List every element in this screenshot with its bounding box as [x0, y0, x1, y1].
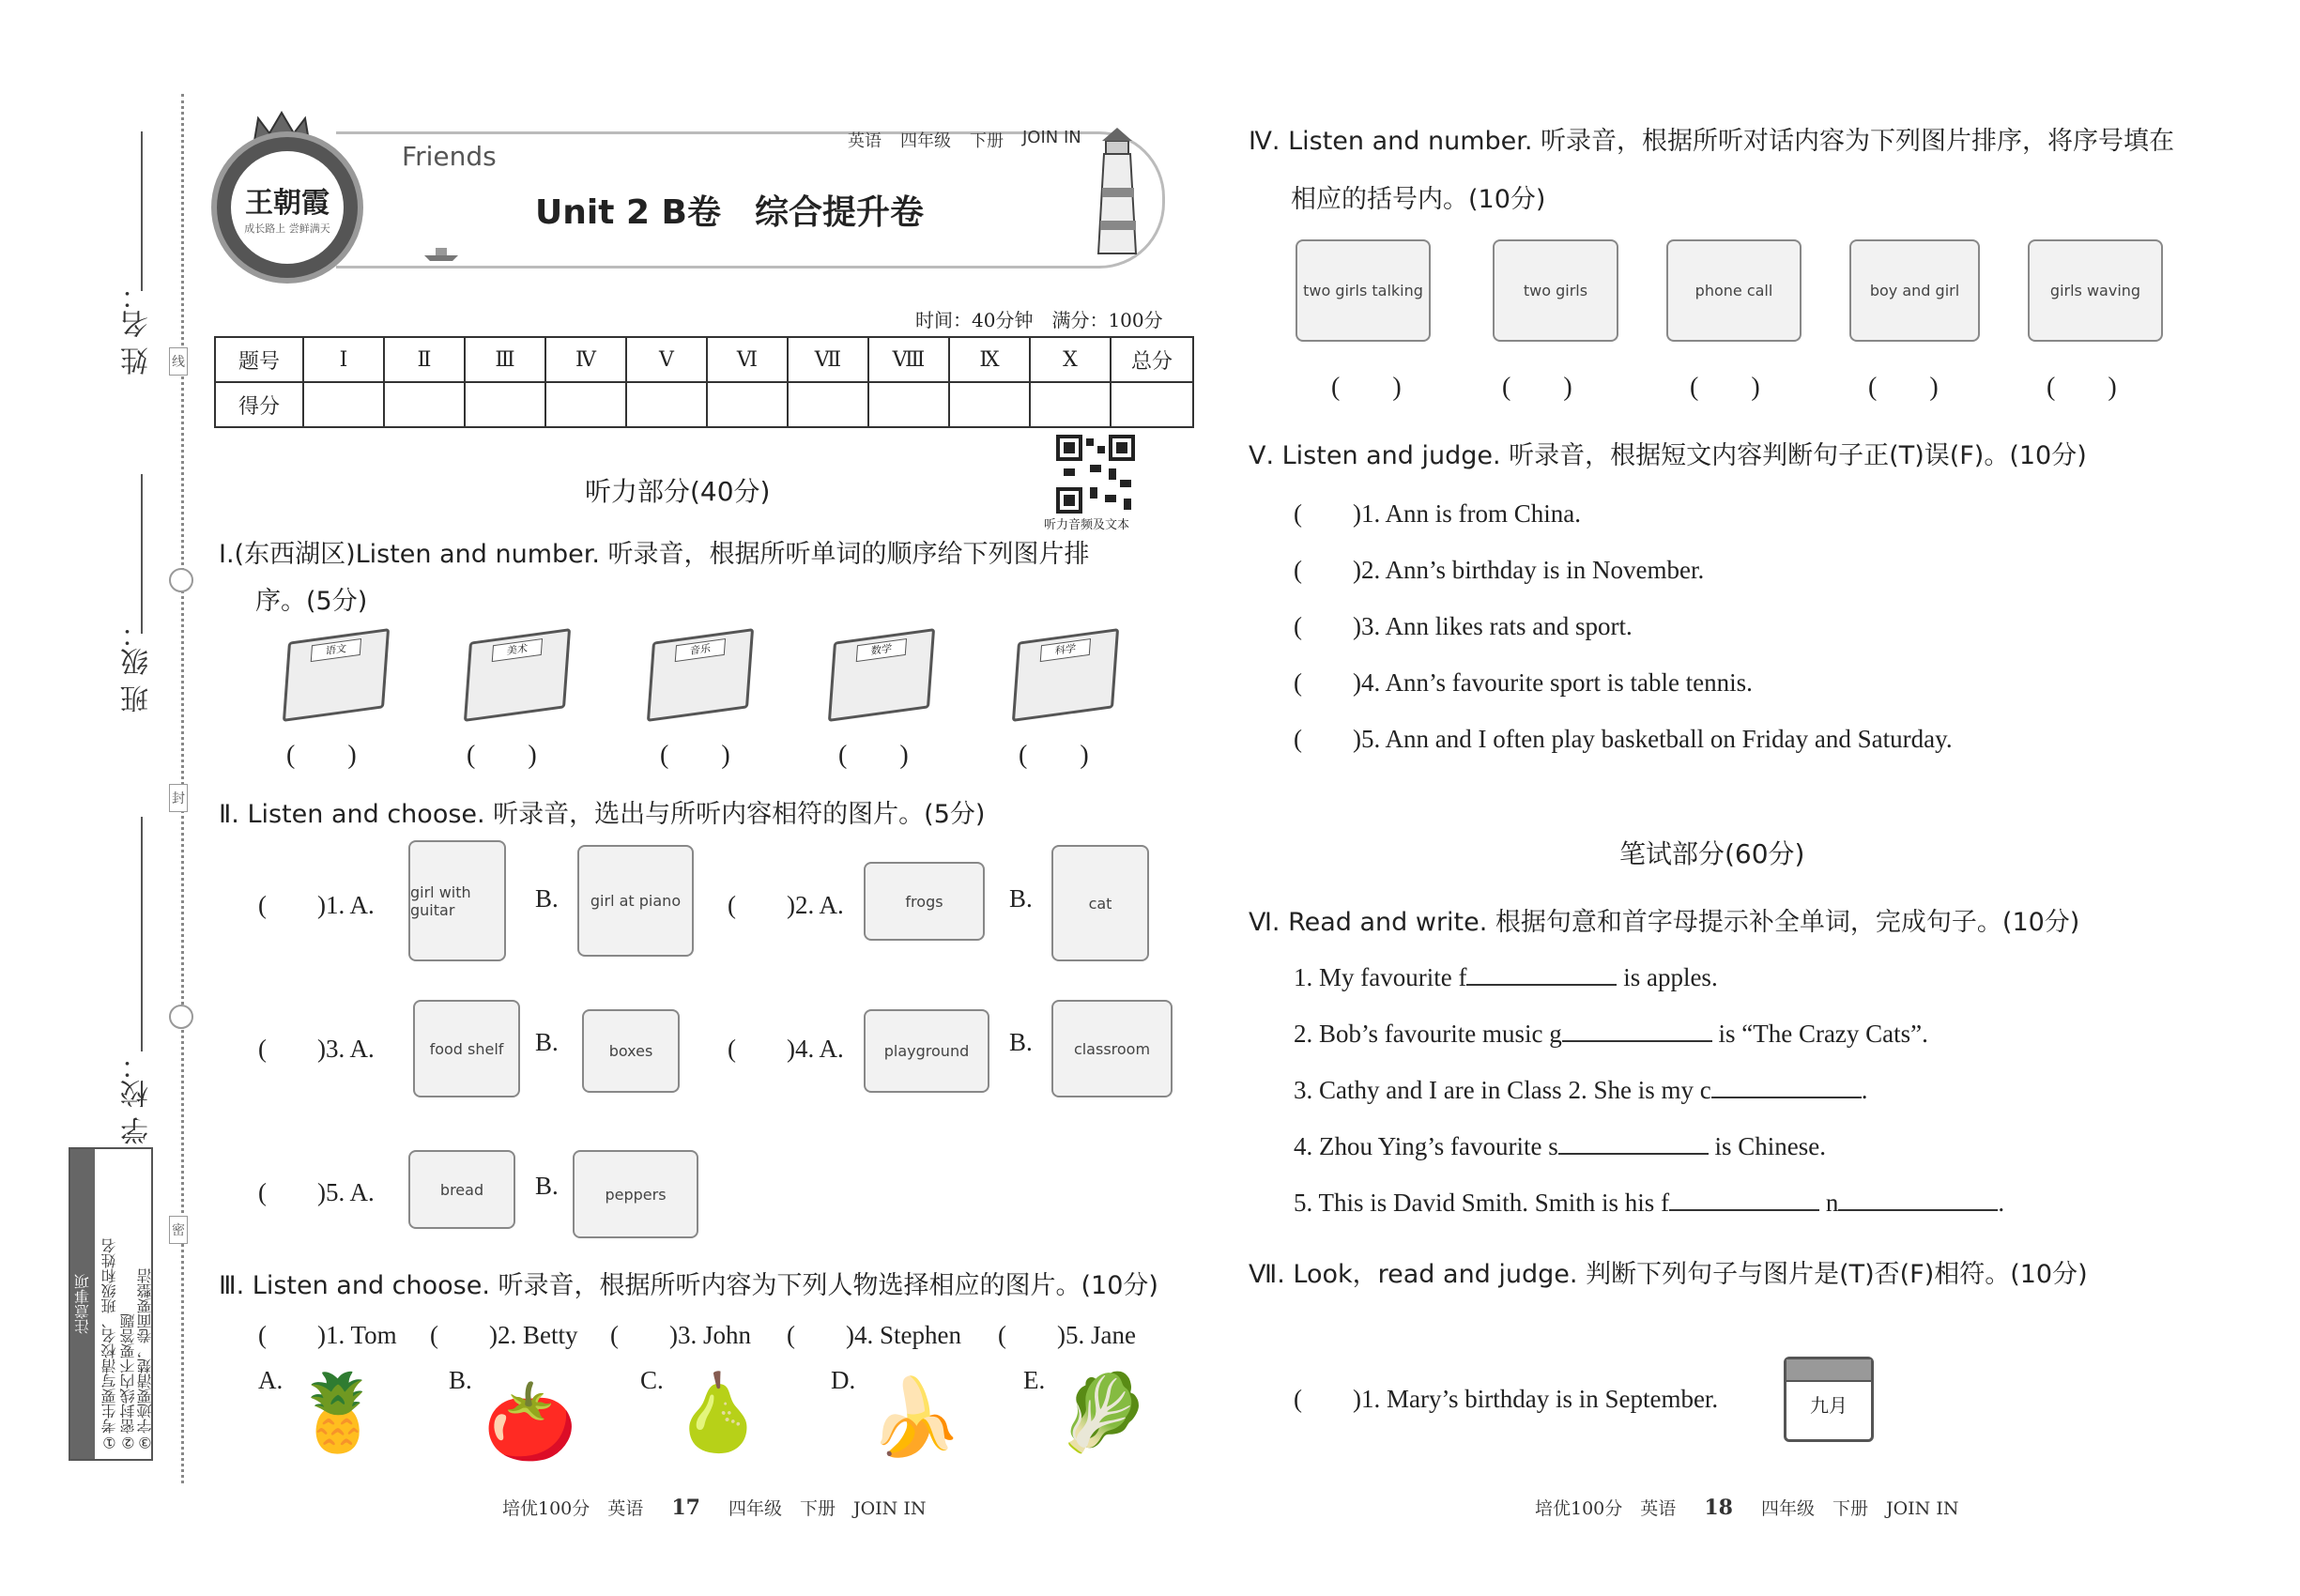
q6-item-text: is apples. [1617, 963, 1718, 991]
book-picture [464, 628, 571, 722]
footer-brand: 培优100分 英语 [1535, 1498, 1677, 1519]
picture-girl-piano: girl at piano [577, 845, 694, 957]
page-number: 17 [671, 1496, 700, 1520]
q5-item[interactable]: ( )3. Ann likes rats and sport. [1294, 612, 1633, 640]
qr-code-icon[interactable] [1056, 435, 1135, 514]
bananas-icon: 🍌 [868, 1373, 962, 1461]
q2-option-b: B. [535, 1028, 559, 1056]
q3-person-2[interactable]: ( )2. Betty [430, 1321, 578, 1349]
header-friends: Friends [402, 141, 497, 172]
notes-title: 注意事项 [70, 1149, 95, 1459]
q5-item[interactable]: ( )2. Ann’s birthday is in November. [1294, 556, 1705, 584]
book-label: 美术 [492, 638, 543, 662]
name-line [141, 131, 143, 291]
q2-option-b: B. [535, 1172, 559, 1200]
score-header-cell: Ⅸ [949, 337, 1030, 382]
fill-blank[interactable] [1838, 1185, 1998, 1211]
q2-item-4[interactable]: ( )4. A. [728, 1035, 844, 1063]
q4-title-continued: 相应的括号内。(10分) [1291, 185, 1546, 214]
q3-option-b-label: B. [449, 1366, 472, 1394]
q6-title: Ⅵ. Read and write. 根据句意和首字母提示补全单词，完成句子。(10分) [1249, 908, 2080, 937]
picture-food-shelf: food shelf [413, 1000, 520, 1097]
q6-item-text: 3. Cathy and I are in Class 2. She is my c [1294, 1076, 1711, 1104]
q2-title: Ⅱ. Listen and choose. 听录音，选出与所听内容相符的图片。(5分) [219, 800, 986, 829]
cut-mark-line: 线 [169, 347, 188, 376]
score-header-cell: Ⅶ [788, 337, 868, 382]
picture-dialogue-3: phone call [1666, 239, 1802, 342]
calendar-icon [1784, 1357, 1874, 1442]
fill-blank[interactable] [1562, 1016, 1712, 1042]
book-label: 语文 [311, 638, 361, 662]
score-cell[interactable] [626, 382, 707, 427]
q3-option-d-label: D. [831, 1366, 856, 1394]
qr-caption: 听力音频及文本 [1044, 518, 1130, 532]
q6-item-text: n [1819, 1189, 1839, 1217]
footer-info: 四年级 下册 JOIN IN [728, 1498, 927, 1519]
q6-item-4 [1294, 1128, 1826, 1161]
footer-right [1535, 1495, 1958, 1520]
book-label: 音乐 [675, 638, 726, 662]
score-header-cell: X [1030, 337, 1111, 382]
score-header-cell: Ⅴ [626, 337, 707, 382]
q7-item[interactable]: ( )1. Mary’s birthday is in September. [1294, 1385, 1719, 1413]
fill-blank[interactable] [1558, 1128, 1709, 1155]
footer-brand: 培优100分 英语 [502, 1498, 644, 1519]
picture-frogs: frogs [864, 862, 985, 941]
picture-boxes: boxes [582, 1009, 680, 1093]
footer-left [502, 1495, 926, 1520]
tomato-icon: 🍅 [483, 1378, 577, 1466]
score-table [214, 336, 1194, 428]
book-picture [283, 628, 390, 722]
q2-item-3[interactable]: ( )3. A. [258, 1035, 375, 1063]
picture-dialogue-4: boy and girl [1849, 239, 1980, 342]
pineapple-icon: 🍍 [291, 1369, 385, 1456]
q5-item[interactable]: ( )5. Ann and I often play basketball on Friday and Saturday. [1294, 725, 1953, 753]
answer-paren[interactable]: ( ) [660, 741, 730, 770]
logo-subtitle: 成长路上 尝鲜满天 [244, 223, 330, 235]
q6-item-1 [1294, 959, 1718, 992]
notes-box [69, 1147, 153, 1461]
tag-edition: JOIN IN [1022, 128, 1081, 147]
note-item: ①考生要写清校名、班级和姓名 [100, 1238, 118, 1451]
lighthouse-icon [1080, 122, 1155, 263]
exam-info: 时间：40分钟 满分：100分 [915, 309, 1163, 331]
q6-item-text: . [1998, 1189, 2005, 1217]
answer-paren[interactable]: ( ) [467, 741, 537, 770]
answer-paren[interactable]: ( ) [1502, 373, 1572, 402]
score-table-score-row [215, 382, 1193, 427]
q3-title: Ⅲ. Listen and choose. 听录音，根据所听内容为下列人物选择相应的图片。(10分) [219, 1271, 1158, 1300]
book-picture [647, 628, 754, 722]
picture-dialogue-5: girls waving [2028, 239, 2163, 342]
picture-bread: bread [408, 1150, 515, 1229]
q4-title: Ⅳ. Listen and number. 听录音，根据所听对话内容为下列图片排序，将序号填在 [1249, 127, 2175, 156]
q6-item-2 [1294, 1016, 1928, 1049]
calendar-month: 九月 [1810, 1394, 1848, 1417]
writing-section-title: 笔试部分(60分) [1619, 838, 1805, 869]
q6-item-text: 5. This is David Smith. Smith is his f [1294, 1189, 1670, 1217]
book-label: 科学 [1040, 638, 1091, 662]
picture-playground: playground [864, 1009, 989, 1093]
q3-option-a-label: A. [258, 1366, 284, 1394]
score-header-cell: Ⅳ [545, 337, 626, 382]
score-header-cell: 题号 [215, 337, 303, 382]
q6-item-text: is “The Crazy Cats”. [1711, 1020, 1928, 1048]
note-item: ③字迹要清楚，卷面要整洁 [136, 1268, 154, 1451]
q6-item-3 [1294, 1072, 1867, 1105]
score-cell[interactable] [868, 382, 949, 427]
class-line [141, 474, 143, 634]
score-cell[interactable] [788, 382, 868, 427]
note-item: ②密封线内不要答题 [119, 1313, 137, 1451]
picture-peppers: peppers [573, 1150, 698, 1238]
score-header-cell: Ⅵ [707, 337, 788, 382]
footer-info: 四年级 下册 JOIN IN [1760, 1498, 1959, 1519]
school-line [141, 817, 143, 1051]
score-cell[interactable] [384, 382, 465, 427]
score-cell[interactable] [545, 382, 626, 427]
q3-person-1[interactable]: ( )1. Tom [258, 1321, 397, 1349]
answer-paren[interactable]: ( ) [286, 741, 357, 770]
q6-item-text: . [1861, 1076, 1868, 1104]
picture-girl-guitar: girl with guitar [408, 840, 506, 961]
q5-item[interactable]: ( )4. Ann’s favourite sport is table tennis. [1294, 668, 1753, 697]
listening-section-title: 听力部分(40分) [585, 476, 771, 507]
score-header-cell: Ⅱ [384, 337, 465, 382]
answer-paren[interactable]: ( ) [1690, 373, 1760, 402]
name-label: 姓 名： [121, 282, 154, 376]
fill-blank[interactable] [1669, 1185, 1819, 1211]
tag-subject: 英语 [848, 131, 882, 151]
q7-title: Ⅶ. Look，read and judge. 判断下列句子与图片是(T)否(F)相符。(10分) [1249, 1260, 2088, 1289]
q6-item-text: 2. Bob’s favourite music g [1294, 1020, 1562, 1048]
score-row-label: 得分 [215, 382, 303, 427]
cut-mark-seal: 封 [169, 784, 188, 812]
school-label: 学 校： [121, 1051, 154, 1145]
answer-paren[interactable]: ( ) [1868, 373, 1939, 402]
binding-hole [169, 1005, 193, 1029]
score-cell[interactable] [1111, 382, 1193, 427]
q5-item[interactable]: ( )1. Ann is from China. [1294, 499, 1581, 528]
score-cell[interactable] [949, 382, 1030, 427]
class-label: 班 级： [121, 620, 154, 714]
picture-dialogue-2: two girls [1493, 239, 1618, 342]
picture-classroom: classroom [1051, 1000, 1173, 1097]
q2-option-b: B. [1009, 884, 1033, 913]
q3-person-3[interactable]: ( )3. John [610, 1321, 751, 1349]
score-header-cell: I [303, 337, 384, 382]
answer-paren[interactable]: ( ) [1331, 373, 1402, 402]
score-header-cell: 总分 [1111, 337, 1193, 382]
ship-icon [422, 242, 460, 263]
score-header-cell: Ⅲ [465, 337, 545, 382]
score-table-header-row [215, 337, 1193, 382]
q2-option-b: B. [1009, 1028, 1033, 1056]
q2-item-1[interactable]: ( )1. A. [258, 891, 375, 919]
q3-option-c-label: C. [640, 1366, 664, 1394]
score-cell[interactable] [1030, 382, 1111, 427]
answer-paren[interactable]: ( ) [2047, 373, 2117, 402]
score-header-cell: Ⅷ [868, 337, 949, 382]
picture-cat: cat [1051, 845, 1149, 961]
book-picture [828, 628, 935, 722]
q6-item-5 [1294, 1185, 2004, 1218]
picture-dialogue-1: two girls talking [1296, 239, 1431, 342]
q3-person-5[interactable]: ( )5. Jane [998, 1321, 1136, 1349]
calendar-header [1786, 1359, 1871, 1382]
q2-option-b: B. [535, 884, 559, 913]
answer-paren[interactable]: ( ) [1019, 741, 1089, 770]
q3-person-4[interactable]: ( )4. Stephen [787, 1321, 961, 1349]
q6-item-text: 1. My favourite f [1294, 963, 1467, 991]
tag-term: 下册 [970, 131, 1004, 151]
cut-mark-secret: 密 [169, 1216, 188, 1244]
q6-item-text: is Chinese. [1708, 1132, 1826, 1160]
page-title: Unit 2 B卷 综合提升卷 [535, 193, 924, 232]
fill-blank[interactable] [1466, 959, 1617, 986]
q2-item-2[interactable]: ( )2. A. [728, 891, 844, 919]
score-cell[interactable] [303, 382, 384, 427]
logo-text: 王朝霞 [245, 187, 330, 220]
q1-title-continued: 序。(5分) [255, 587, 368, 616]
pear-icon: 🍐 [671, 1369, 765, 1456]
book-picture [1012, 628, 1119, 722]
score-cell[interactable] [707, 382, 788, 427]
cabbage-icon: 🥬 [1056, 1369, 1150, 1456]
q1-title: I.(东西湖区)Listen and number. 听录音，根据所听单词的顺序给下列图片排 [219, 540, 1090, 569]
page-number: 18 [1704, 1496, 1733, 1520]
q6-item-text: 4. Zhou Ying’s favourite s [1294, 1132, 1558, 1160]
book-label: 数学 [856, 638, 907, 662]
header-tags [848, 128, 1081, 152]
q2-item-5[interactable]: ( )5. A. [258, 1178, 375, 1206]
q3-option-e-label: E. [1023, 1366, 1046, 1394]
answer-paren[interactable]: ( ) [838, 741, 909, 770]
binding-hole [169, 568, 193, 592]
brand-logo [211, 131, 363, 284]
q5-title: Ⅴ. Listen and judge. 听录音，根据短文内容判断句子正(T)误(F)。(10分) [1249, 441, 2087, 470]
score-cell[interactable] [465, 382, 545, 427]
tag-grade: 四年级 [900, 131, 951, 151]
fill-blank[interactable] [1711, 1072, 1862, 1098]
